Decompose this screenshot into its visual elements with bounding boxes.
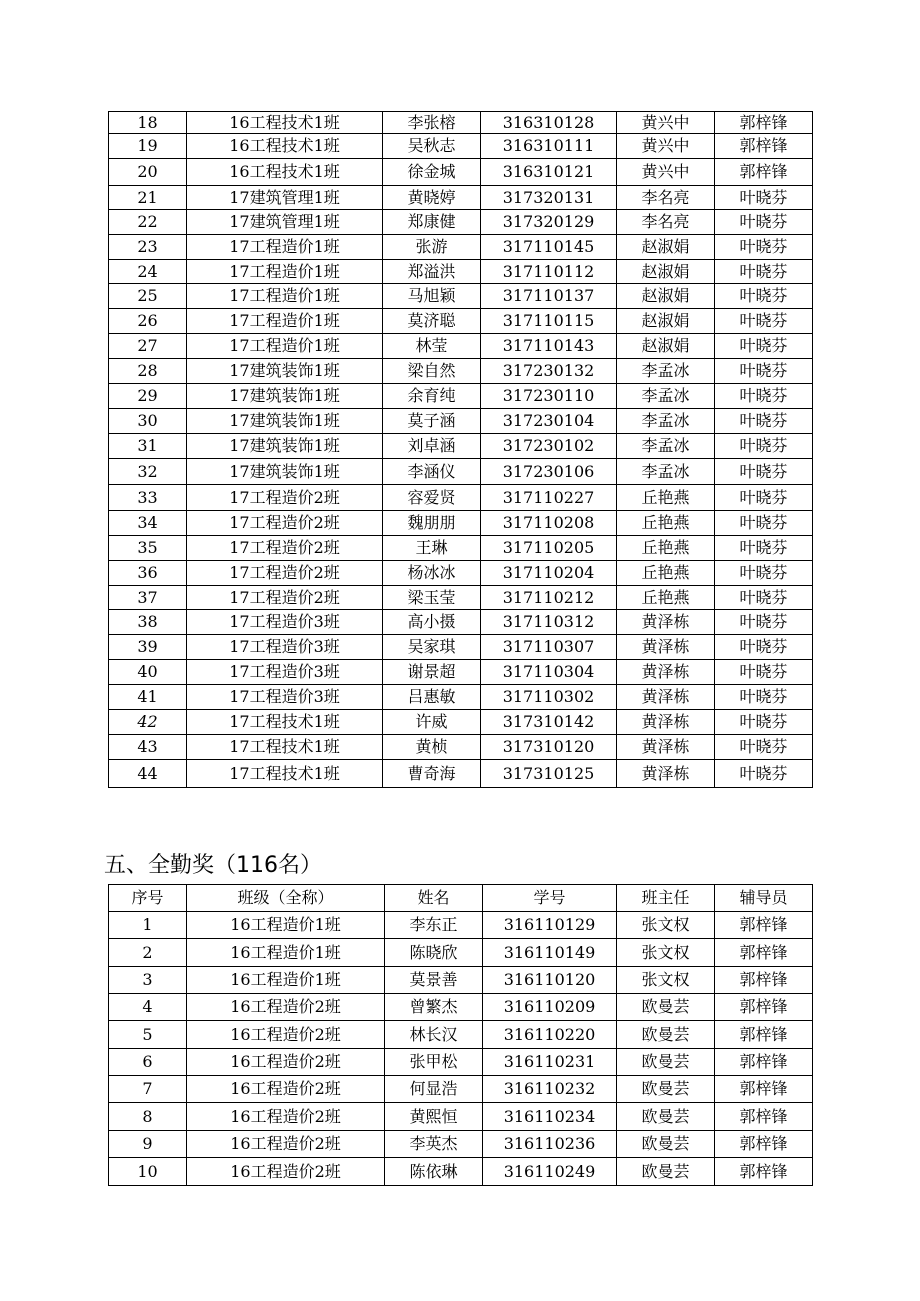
cell-counselor: 叶晓芬 [715, 561, 813, 586]
cell-counselor: 叶晓芬 [715, 710, 813, 735]
cell-counselor: 郭梓锋 [715, 112, 813, 134]
cell-counselor: 郭梓锋 [715, 912, 813, 939]
table-row [109, 210, 813, 235]
cell-class: 17建筑装饰1班 [187, 409, 383, 434]
cell-student-id: 317110205 [481, 536, 617, 561]
cell-student-id: 317230106 [481, 459, 617, 485]
cell-index: 41 [109, 685, 187, 710]
table-row [109, 186, 813, 210]
cell-index: 33 [109, 485, 187, 511]
cell-name: 莫子涵 [383, 409, 481, 434]
cell-name: 魏朋朋 [383, 511, 481, 536]
cell-counselor: 叶晓芬 [715, 459, 813, 485]
cell-name: 梁自然 [383, 359, 481, 384]
cell-head-teacher: 黄泽栋 [617, 760, 715, 788]
cell-index: 8 [109, 1103, 187, 1131]
cell-head-teacher: 李孟冰 [617, 459, 715, 485]
cell-name: 陈依琳 [385, 1158, 483, 1186]
award-table-continued [108, 111, 813, 788]
cell-class: 16工程造价2班 [187, 1103, 385, 1131]
cell-index: 34 [109, 511, 187, 536]
cell-class: 17工程造价1班 [187, 284, 383, 309]
header-cell-index: 序号 [109, 885, 187, 912]
cell-class: 17工程技术1班 [187, 760, 383, 788]
cell-index: 6 [109, 1049, 187, 1076]
cell-name: 黄桢 [383, 735, 481, 760]
cell-student-id: 317230132 [481, 359, 617, 384]
cell-index: 31 [109, 434, 187, 459]
cell-name: 梁玉莹 [383, 586, 481, 610]
cell-student-id: 316110220 [483, 1021, 617, 1049]
cell-student-id: 316110236 [483, 1131, 617, 1158]
cell-counselor: 郭梓锋 [715, 994, 813, 1021]
cell-name: 杨冰冰 [383, 561, 481, 586]
cell-head-teacher: 张文权 [617, 967, 715, 994]
cell-counselor: 郭梓锋 [715, 1103, 813, 1131]
cell-name: 马旭颖 [383, 284, 481, 309]
table-row [109, 359, 813, 384]
cell-index: 39 [109, 635, 187, 660]
table-row [109, 1131, 813, 1158]
cell-index: 25 [109, 284, 187, 309]
cell-class: 17工程造价1班 [187, 334, 383, 359]
cell-head-teacher: 欧曼芸 [617, 994, 715, 1021]
table-row [109, 284, 813, 309]
cell-head-teacher: 李孟冰 [617, 434, 715, 459]
cell-student-id: 316110120 [483, 967, 617, 994]
table-row [109, 994, 813, 1021]
cell-student-id: 317110304 [481, 660, 617, 685]
cell-name: 郑溢洪 [383, 260, 481, 284]
cell-class: 17建筑管理1班 [187, 186, 383, 210]
cell-index: 3 [109, 967, 187, 994]
cell-head-teacher: 丘艳燕 [617, 511, 715, 536]
cell-head-teacher: 欧曼芸 [617, 1158, 715, 1186]
cell-counselor: 叶晓芬 [715, 485, 813, 511]
table-row [109, 235, 813, 260]
table-row [109, 939, 813, 967]
cell-student-id: 316110249 [483, 1158, 617, 1186]
cell-student-id: 317310125 [481, 760, 617, 788]
cell-head-teacher: 欧曼芸 [617, 1131, 715, 1158]
cell-head-teacher: 赵淑娟 [617, 309, 715, 334]
cell-counselor: 叶晓芬 [715, 434, 813, 459]
table-row [109, 409, 813, 434]
header-cell-counselor: 辅导员 [715, 885, 813, 912]
header-cell-student-id: 学号 [483, 885, 617, 912]
cell-head-teacher: 李孟冰 [617, 409, 715, 434]
cell-index: 10 [109, 1158, 187, 1186]
cell-index: 36 [109, 561, 187, 586]
table-row [109, 334, 813, 359]
cell-head-teacher: 欧曼芸 [617, 1049, 715, 1076]
cell-class: 17建筑装饰1班 [187, 384, 383, 409]
cell-index: 7 [109, 1076, 187, 1103]
cell-name: 曹奇海 [383, 760, 481, 788]
cell-counselor: 郭梓锋 [715, 967, 813, 994]
table-row [109, 485, 813, 511]
cell-counselor: 叶晓芬 [715, 409, 813, 434]
table-row [109, 912, 813, 939]
cell-name: 莫景善 [385, 967, 483, 994]
cell-name: 张甲松 [385, 1049, 483, 1076]
cell-index: 5 [109, 1021, 187, 1049]
cell-head-teacher: 李孟冰 [617, 359, 715, 384]
cell-class: 16工程技术1班 [187, 159, 383, 186]
cell-counselor: 叶晓芬 [715, 735, 813, 760]
cell-name: 曾繁杰 [385, 994, 483, 1021]
cell-counselor: 叶晓芬 [715, 635, 813, 660]
cell-name: 张游 [383, 235, 481, 260]
cell-class: 17工程造价2班 [187, 586, 383, 610]
cell-name: 徐金城 [383, 159, 481, 186]
cell-name: 林长汉 [385, 1021, 483, 1049]
cell-counselor: 郭梓锋 [715, 1158, 813, 1186]
cell-counselor: 叶晓芬 [715, 511, 813, 536]
cell-student-id: 317230110 [481, 384, 617, 409]
table-row [109, 610, 813, 635]
cell-class: 17工程造价2班 [187, 536, 383, 561]
cell-head-teacher: 黄泽栋 [617, 710, 715, 735]
cell-head-teacher: 李名亮 [617, 186, 715, 210]
cell-head-teacher: 黄兴中 [617, 134, 715, 159]
cell-index: 1 [109, 912, 187, 939]
table-row [109, 159, 813, 186]
cell-counselor: 叶晓芬 [715, 660, 813, 685]
cell-name: 容爱贤 [383, 485, 481, 511]
cell-class: 16工程造价2班 [187, 1131, 385, 1158]
cell-head-teacher: 黄泽栋 [617, 660, 715, 685]
cell-counselor: 叶晓芬 [715, 359, 813, 384]
cell-name: 陈晓欣 [385, 939, 483, 967]
cell-name: 何显浩 [385, 1076, 483, 1103]
cell-class: 16工程技术1班 [187, 112, 383, 134]
cell-head-teacher: 赵淑娟 [617, 260, 715, 284]
header-cell-class: 班级（全称） [187, 885, 385, 912]
cell-class: 16工程造价1班 [187, 912, 385, 939]
cell-index: 18 [109, 112, 187, 134]
cell-student-id: 317110143 [481, 334, 617, 359]
header-cell-name: 姓名 [385, 885, 483, 912]
cell-student-id: 316310128 [481, 112, 617, 134]
cell-head-teacher: 张文权 [617, 939, 715, 967]
cell-class: 17建筑装饰1班 [187, 459, 383, 485]
table-row [109, 459, 813, 485]
table-row [109, 384, 813, 409]
cell-student-id: 317320129 [481, 210, 617, 235]
cell-student-id: 317320131 [481, 186, 617, 210]
cell-index: 27 [109, 334, 187, 359]
cell-name: 李涵仪 [383, 459, 481, 485]
cell-counselor: 郭梓锋 [715, 1021, 813, 1049]
cell-head-teacher: 赵淑娟 [617, 235, 715, 260]
cell-class: 17工程造价3班 [187, 610, 383, 635]
cell-index: 9 [109, 1131, 187, 1158]
cell-class: 17工程造价3班 [187, 685, 383, 710]
cell-counselor: 叶晓芬 [715, 536, 813, 561]
cell-class: 17工程造价1班 [187, 235, 383, 260]
cell-class: 16工程造价2班 [187, 994, 385, 1021]
cell-name: 李东正 [385, 912, 483, 939]
cell-name: 刘卓涵 [383, 434, 481, 459]
cell-name: 王琳 [383, 536, 481, 561]
section-title: 五、全勤奖（116名） [104, 853, 322, 878]
cell-class: 17工程技术1班 [187, 710, 383, 735]
table-row [109, 112, 813, 134]
cell-head-teacher: 欧曼芸 [617, 1021, 715, 1049]
cell-student-id: 317230102 [481, 434, 617, 459]
cell-student-id: 316110209 [483, 994, 617, 1021]
cell-name: 林莹 [383, 334, 481, 359]
cell-head-teacher: 黄泽栋 [617, 610, 715, 635]
cell-head-teacher: 黄兴中 [617, 159, 715, 186]
cell-name: 李张榕 [383, 112, 481, 134]
cell-name: 李英杰 [385, 1131, 483, 1158]
cell-student-id: 317110137 [481, 284, 617, 309]
table-row [109, 967, 813, 994]
cell-student-id: 317110145 [481, 235, 617, 260]
cell-student-id: 317110302 [481, 685, 617, 710]
cell-index: 22 [109, 210, 187, 235]
cell-class: 16工程技术1班 [187, 134, 383, 159]
cell-name: 吕惠敏 [383, 685, 481, 710]
table-row [109, 660, 813, 685]
cell-name: 莫济聪 [383, 309, 481, 334]
cell-class: 17建筑装饰1班 [187, 434, 383, 459]
cell-index: 4 [109, 994, 187, 1021]
table-row [109, 710, 813, 735]
cell-counselor: 郭梓锋 [715, 159, 813, 186]
cell-counselor: 叶晓芬 [715, 685, 813, 710]
cell-index: 32 [109, 459, 187, 485]
cell-student-id: 317110112 [481, 260, 617, 284]
cell-head-teacher: 丘艳燕 [617, 586, 715, 610]
cell-class: 16工程造价2班 [187, 1049, 385, 1076]
cell-head-teacher: 李孟冰 [617, 384, 715, 409]
cell-student-id: 317310142 [481, 710, 617, 735]
cell-index: 44 [109, 760, 187, 788]
cell-counselor: 郭梓锋 [715, 939, 813, 967]
table-row [109, 561, 813, 586]
cell-index: 21 [109, 186, 187, 210]
cell-student-id: 317110208 [481, 511, 617, 536]
cell-class: 17工程造价1班 [187, 309, 383, 334]
cell-counselor: 叶晓芬 [715, 260, 813, 284]
cell-head-teacher: 张文权 [617, 912, 715, 939]
cell-head-teacher: 赵淑娟 [617, 284, 715, 309]
cell-counselor: 叶晓芬 [715, 210, 813, 235]
table-row [109, 536, 813, 561]
cell-student-id: 317110204 [481, 561, 617, 586]
table-row [109, 434, 813, 459]
table-row [109, 511, 813, 536]
cell-index: 40 [109, 660, 187, 685]
cell-counselor: 郭梓锋 [715, 1049, 813, 1076]
cell-class: 17工程造价3班 [187, 660, 383, 685]
cell-class: 16工程造价2班 [187, 1076, 385, 1103]
cell-student-id: 316310111 [481, 134, 617, 159]
table-row [109, 309, 813, 334]
cell-class: 17工程造价2班 [187, 561, 383, 586]
cell-class: 17建筑装饰1班 [187, 359, 383, 384]
cell-name: 黄晓婷 [383, 186, 481, 210]
cell-student-id: 316110231 [483, 1049, 617, 1076]
cell-index: 24 [109, 260, 187, 284]
cell-class: 17工程技术1班 [187, 735, 383, 760]
cell-head-teacher: 黄泽栋 [617, 735, 715, 760]
cell-student-id: 317310120 [481, 735, 617, 760]
cell-class: 17工程造价2班 [187, 485, 383, 511]
table-row [109, 1076, 813, 1103]
table-row [109, 685, 813, 710]
cell-head-teacher: 赵淑娟 [617, 334, 715, 359]
cell-student-id: 317110115 [481, 309, 617, 334]
cell-class: 17工程造价3班 [187, 635, 383, 660]
cell-head-teacher: 丘艳燕 [617, 485, 715, 511]
table-row [109, 260, 813, 284]
cell-index: 43 [109, 735, 187, 760]
cell-student-id: 316110234 [483, 1103, 617, 1131]
cell-student-id: 317110312 [481, 610, 617, 635]
cell-counselor: 叶晓芬 [715, 186, 813, 210]
cell-name: 谢景超 [383, 660, 481, 685]
cell-class: 16工程造价2班 [187, 1158, 385, 1186]
cell-head-teacher: 李名亮 [617, 210, 715, 235]
cell-index: 2 [109, 939, 187, 967]
header-cell-head-teacher: 班主任 [617, 885, 715, 912]
cell-class: 17工程造价1班 [187, 260, 383, 284]
cell-class: 16工程造价1班 [187, 967, 385, 994]
cell-head-teacher: 丘艳燕 [617, 536, 715, 561]
cell-student-id: 316110149 [483, 939, 617, 967]
cell-index: 19 [109, 134, 187, 159]
cell-head-teacher: 欧曼芸 [617, 1076, 715, 1103]
cell-index: 26 [109, 309, 187, 334]
cell-index: 23 [109, 235, 187, 260]
cell-student-id: 317110212 [481, 586, 617, 610]
cell-student-id: 316310121 [481, 159, 617, 186]
cell-index: 38 [109, 610, 187, 635]
table-row [109, 1103, 813, 1131]
cell-name: 高小摄 [383, 610, 481, 635]
table-row [109, 586, 813, 610]
cell-head-teacher: 黄泽栋 [617, 685, 715, 710]
cell-student-id: 317230104 [481, 409, 617, 434]
cell-head-teacher: 欧曼芸 [617, 1103, 715, 1131]
cell-counselor: 叶晓芬 [715, 334, 813, 359]
cell-head-teacher: 丘艳燕 [617, 561, 715, 586]
table-row [109, 1158, 813, 1186]
cell-name: 余育纯 [383, 384, 481, 409]
table-row [109, 134, 813, 159]
table-row [109, 635, 813, 660]
table-row [109, 1049, 813, 1076]
cell-counselor: 叶晓芬 [715, 235, 813, 260]
cell-index: 28 [109, 359, 187, 384]
cell-student-id: 317110307 [481, 635, 617, 660]
cell-name: 吴家琪 [383, 635, 481, 660]
cell-counselor: 叶晓芬 [715, 586, 813, 610]
cell-name: 郑康健 [383, 210, 481, 235]
cell-head-teacher: 黄兴中 [617, 112, 715, 134]
cell-counselor: 叶晓芬 [715, 384, 813, 409]
cell-student-id: 316110129 [483, 912, 617, 939]
cell-class: 17建筑管理1班 [187, 210, 383, 235]
cell-counselor: 叶晓芬 [715, 610, 813, 635]
cell-class: 16工程造价2班 [187, 1021, 385, 1049]
cell-counselor: 叶晓芬 [715, 284, 813, 309]
table-header-row [109, 885, 813, 912]
cell-index: 37 [109, 586, 187, 610]
cell-name: 吴秋志 [383, 134, 481, 159]
cell-student-id: 316110232 [483, 1076, 617, 1103]
cell-index: 29 [109, 384, 187, 409]
cell-class: 17工程造价2班 [187, 511, 383, 536]
table-row [109, 760, 813, 788]
cell-counselor: 郭梓锋 [715, 1131, 813, 1158]
table-row [109, 1021, 813, 1049]
cell-counselor: 叶晓芬 [715, 309, 813, 334]
cell-student-id: 317110227 [481, 485, 617, 511]
cell-index: 35 [109, 536, 187, 561]
attendance-award-table [108, 884, 813, 1186]
cell-class: 16工程造价1班 [187, 939, 385, 967]
cell-index: 20 [109, 159, 187, 186]
cell-name: 黄熙恒 [385, 1103, 483, 1131]
cell-counselor: 郭梓锋 [715, 1076, 813, 1103]
cell-name: 许威 [383, 710, 481, 735]
table-row [109, 735, 813, 760]
cell-head-teacher: 黄泽栋 [617, 635, 715, 660]
cell-index: 42 [109, 710, 187, 735]
cell-counselor: 郭梓锋 [715, 134, 813, 159]
cell-counselor: 叶晓芬 [715, 760, 813, 788]
cell-index: 30 [109, 409, 187, 434]
